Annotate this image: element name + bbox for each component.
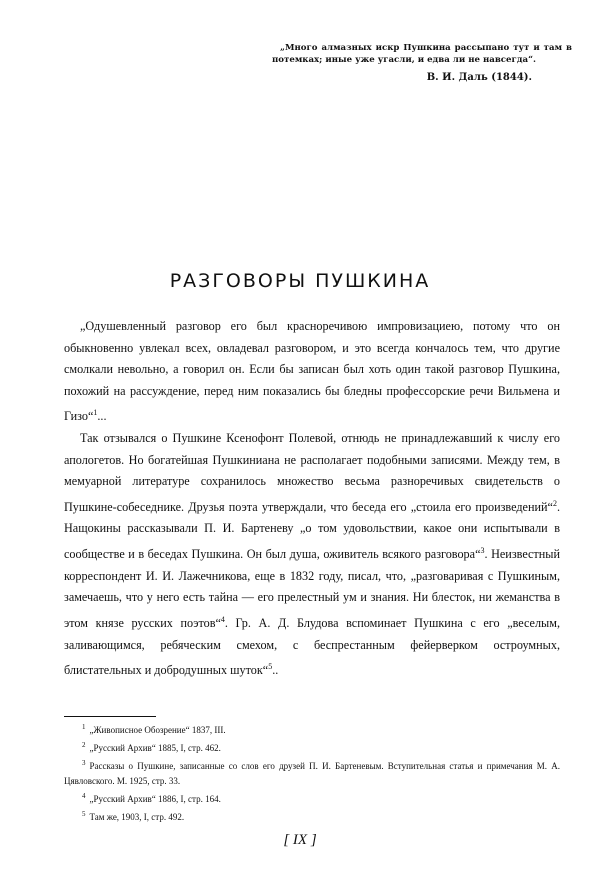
paragraph-2-text-4: . Гр. А. Д. Блудова вспоминает Пушкина с его „веселым, заливающимся, ребяческим смехом, с беспрестанным фейерверком остроумных, блистательных и добродушных шуток“ [64, 615, 560, 678]
footnote-ref: 3 [480, 546, 485, 556]
footnote-mark: 4 [82, 792, 86, 800]
footnote-mark: 1 [82, 723, 86, 731]
footnote-5 [64, 807, 560, 825]
paragraph-1-text-1: „Одушевленный разговор его был красноречивою импровизациею, потому что он обыкновенно увлекал всех, овладевал разговором, и это всегда кончалось тем, что другие смолкали невольно, а говорил он. Если бы записан был хоть один такой разговор Пушкина, похожий на рассуждение, перед ним показались бы бледны профессорские речи Вильмена и Гизо“ [64, 319, 560, 424]
footnote-ref: 1 [93, 408, 98, 418]
footnote-mark: 3 [82, 759, 86, 767]
footnote-text: Рассказы о Пушкине, записанные со слов его друзей П. И. Бартеневым. Вступительная статья и примечания М. А. Цявловского. М. 1925, стр. 33. [64, 761, 560, 786]
paragraph-2 [64, 428, 560, 682]
epigraph [272, 42, 572, 84]
footnote-ref: 5 [268, 662, 273, 672]
main-text [64, 316, 560, 682]
footnote-2 [64, 738, 560, 756]
footnote-mark: 2 [82, 741, 86, 749]
paragraph-1 [64, 316, 560, 428]
paragraph-2-text-2: . Нащокины рассказывали П. И. Бартеневу „о том удовольствии, какое они испытывали в сообществе и в беседах Пушкина. Он был душа, оживитель всякого разговора“ [64, 499, 560, 562]
footnote-1 [64, 720, 560, 738]
epigraph-text: „Много алмазных искр Пушкина рассыпано тут и там в потемках; иные уже угасли, и едва ли не навсегда“. [272, 43, 572, 65]
paragraph-2-text-3: . Неизвестный корреспондент И. И. Лажечникова, еще в 1832 году, писал, что, „разговаривая с Пушкиным, замечаешь, что у него есть тайна — его прелестный ум и знания. Ни блесток, ни жеманства в этом князе русских поэтов“ [64, 547, 560, 630]
footnote-4 [64, 789, 560, 807]
epigraph-author: В. И. Даль (1844). [426, 72, 532, 83]
footnote-text: „Русский Архив“ 1885, I, стр. 462. [89, 743, 221, 753]
footnote-mark: 5 [82, 810, 86, 818]
footnote-3 [64, 756, 560, 789]
footnotes [64, 720, 560, 825]
footnote-divider [64, 716, 156, 717]
page-number: [ IX ] [283, 832, 317, 848]
footnote-ref: 4 [220, 614, 225, 624]
paragraph-2-text-5: .. [272, 663, 279, 678]
paragraph-2-text-1: Так отзывался о Пушкине Ксенофонт Полевой, отнюдь не принадлежавший к числу его апологетов. Но богатейшая Пушкиниана не располагает подобными записями. Между тем, в мемуарной литературе сохранилось множество весьма разноречивых свидетельств о Пушкине-собеседнике. Друзья поэта утверждали, что беседа его „стоила его произведений“ [64, 431, 560, 514]
footnote-ref: 2 [552, 498, 557, 508]
footnote-text: „Живописное Обозрение“ 1837, III. [89, 725, 226, 735]
paragraph-1-text-2: ... [97, 409, 107, 424]
footnote-text: „Русский Архив“ 1886, I, стр. 164. [89, 794, 221, 804]
footnote-text: Там же, 1903, I, стр. 492. [89, 812, 185, 822]
chapter-title: РАЗГОВОРЫ ПУШКИНА [169, 270, 431, 292]
